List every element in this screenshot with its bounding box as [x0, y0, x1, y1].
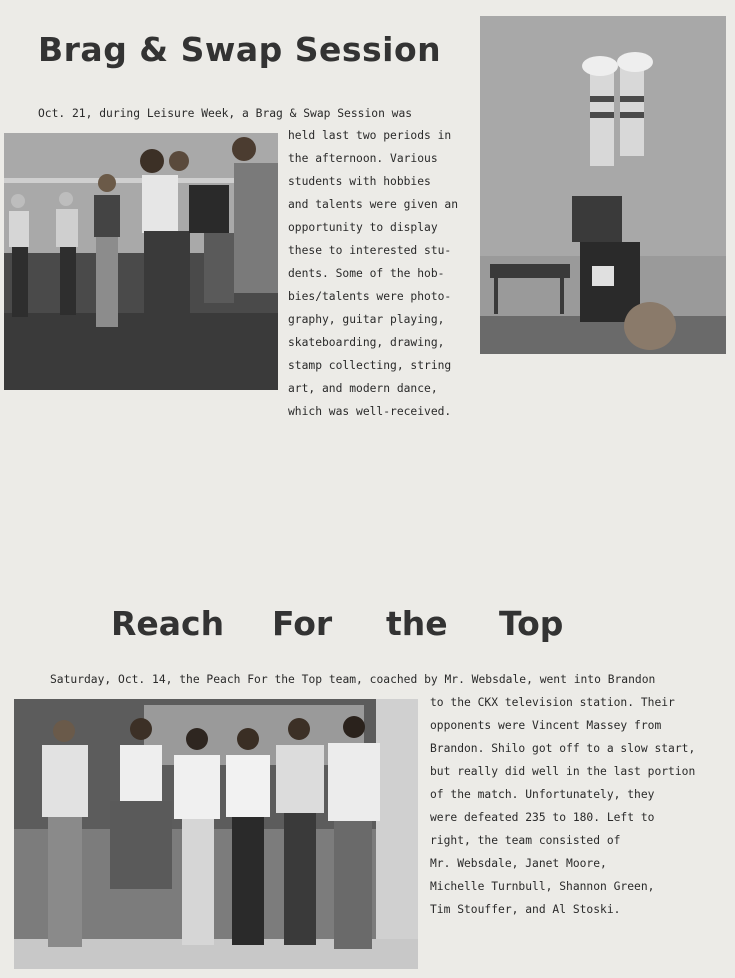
- heading-word: Top: [499, 604, 564, 643]
- team-photo: [14, 699, 418, 969]
- brag-swap-line: these to interested stu-: [288, 244, 452, 257]
- reach-top-line: Brandon. Shilo got off to a slow start,: [430, 742, 696, 755]
- brag-swap-line: and talents were given an: [288, 198, 459, 211]
- reach-top-line: Michelle Turnbull, Shannon Green,: [430, 880, 655, 893]
- brag-swap-line: graphy, guitar playing,: [288, 313, 445, 326]
- reach-top-line: of the match. Unfortunately, they: [430, 788, 655, 801]
- brag-swap-line: held last two periods in: [288, 129, 452, 142]
- brag-swap-line: which was well-received.: [288, 405, 452, 418]
- brag-swap-lead-line: Oct. 21, during Leisure Week, a Brag & Swap Session was: [38, 107, 413, 120]
- reach-top-lead-line: Saturday, Oct. 14, the Peach For the Top team, coached by Mr. Websdale, went into Brandon: [50, 673, 656, 686]
- brag-swap-line: dents. Some of the hob-: [288, 267, 445, 280]
- brag-swap-heading: Brag & Swap Session: [38, 30, 442, 69]
- reach-top-line: Mr. Websdale, Janet Moore,: [430, 857, 607, 870]
- brag-swap-line: the afternoon. Various: [288, 152, 438, 165]
- reach-top-line: right, the team consisted of: [430, 834, 621, 847]
- reach-top-line: Tim Stouffer, and Al Stoski.: [430, 903, 621, 916]
- heading-word: For: [272, 604, 333, 643]
- heading-word: the: [386, 604, 448, 643]
- brag-swap-line: stamp collecting, string: [288, 359, 452, 372]
- students-dancing-photo: [4, 133, 278, 390]
- reach-top-line: to the CKX television station. Their: [430, 696, 675, 709]
- reach-top-line: were defeated 235 to 180. Left to: [430, 811, 655, 824]
- handstand-photo: [480, 16, 726, 354]
- heading-word: Reach: [111, 604, 225, 643]
- brag-swap-line: art, and modern dance,: [288, 382, 438, 395]
- brag-swap-line: opportunity to display: [288, 221, 438, 234]
- reach-top-line: but really did well in the last portion: [430, 765, 696, 778]
- brag-swap-line: students with hobbies: [288, 175, 431, 188]
- reach-top-line: opponents were Vincent Massey from: [430, 719, 662, 732]
- brag-swap-line: skateboarding, drawing,: [288, 336, 445, 349]
- brag-swap-line: bies/talents were photo-: [288, 290, 452, 303]
